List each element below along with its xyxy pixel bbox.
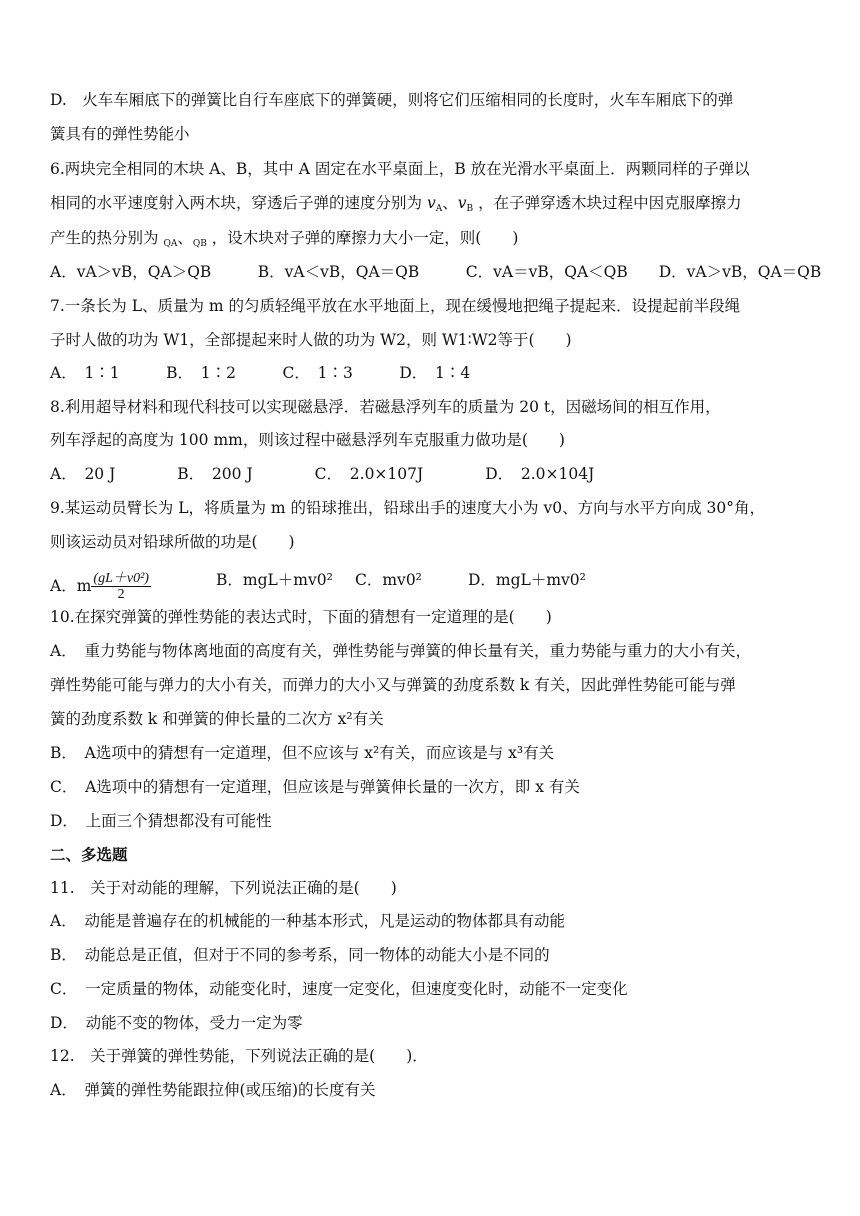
q12-option-a: A． 弹簧的弹性势能跟拉伸(或压缩)的长度有关 — [50, 1081, 376, 1099]
q9-option-a-fraction — [91, 572, 151, 602]
q9-option-d: D．mgL＋mv0² — [468, 571, 586, 589]
q9-option-a-prefix: A．m — [50, 577, 92, 595]
q6-stem-line3 — [50, 228, 830, 254]
q8-options: A． 20 J B． 200 J C． 2.0×107J D． 2.0×104J — [50, 465, 595, 483]
q9-option-c: C．mv0² — [355, 571, 422, 589]
q5-option-d-line2: 簧具有的弹性势能小 — [50, 125, 190, 143]
q7-stem-line2: 子时人做的功为 W1，全部提起来时人做的功为 W2，则 W1∶W2等于( ) — [50, 331, 572, 349]
q9-option-a-numerator: (gL＋v0²) — [93, 571, 149, 586]
q10-option-a-line1: A． 重力势能与物体离地面的高度有关，弹性势能与弹簧的伸长量有关，重力势能与重力的大小有关， — [50, 642, 751, 660]
q8-stem-line2: 列车浮起的高度为 100 mm，则该过程中磁悬浮列车克服重力做功是( ) — [50, 431, 565, 449]
q10-stem: 10.在探究弹簧的弹性势能的表达式时，下面的猜想有一定道理的是( ) — [50, 608, 552, 626]
q11-option-b: B． 动能总是正值，但对于不同的参考系，同一物体的动能大小是不同的 — [50, 946, 550, 964]
q10-option-b: B． A选项中的猜想有一定道理，但不应该与 x²有关，而应该是与 x³有关 — [50, 744, 555, 762]
q6-options: A．vA＞vB，QA＞QB B．vA＜vB，QA＝QB C．vA＝vB，QA＜QB D．vA＞vB，QA＝QB — [50, 263, 822, 281]
q11-option-c: C． 一定质量的物体，动能变化时，速度一定变化，但速度变化时，动能不一定变化 — [50, 980, 628, 998]
q11-option-a: A． 动能是普遍存在的机械能的一种基本形式，凡是运动的物体都具有动能 — [50, 912, 565, 930]
q10-option-d: D． 上面三个猜想都没有可能性 — [50, 812, 272, 830]
q9-stem-line2: 则该运动员对铅球所做的功是( ) — [50, 533, 295, 551]
q10-option-a-line2: 弹性势能可能与弹力的大小有关，而弹力的大小又与弹簧的劲度系数 k 有关，因此弹性势能可能与弹 — [50, 676, 736, 694]
q12-stem: 12. 关于弹簧的弹性势能，下列说法正确的是( )． — [50, 1047, 428, 1065]
q9-options — [50, 562, 830, 602]
q5-option-d-line1: D. 火车车厢底下的弹簧比自行车座底下的弹簧硬，则将它们压缩相同的长度时，火车车厢底下的弹 — [50, 91, 734, 109]
q9-option-b: B．mgL＋mv0² — [216, 571, 333, 589]
q11-option-d: D． 动能不变的物体，受力一定为零 — [50, 1014, 303, 1032]
q6-stem-line2 — [50, 193, 830, 219]
q6-stem-line2-tail: ，在子弹穿透木块过程中因克服摩擦力 — [478, 194, 742, 212]
q10-option-c: C． A选项中的猜想有一定道理，但应该是与弹簧伸长量的一次方，即 x 有关 — [50, 778, 580, 796]
q7-options: A． 1∶1 B． 1∶2 C． 1∶3 D． 1∶4 — [50, 364, 471, 382]
q11-stem: 11. 关于对动能的理解，下列说法正确的是( ) — [50, 879, 397, 897]
q6-stem-line3-text: 产生的热分别为 — [50, 229, 159, 247]
q6-heats: $_{QA}$、$_{QB}$ — [163, 229, 207, 249]
section-heading-multiple-choice: 二、多选题 — [50, 845, 128, 864]
q9-stem-line1: 9.某运动员臂长为 L，将质量为 m 的铅球推出，铅球出手的速度大小为 v0、方向与水平方向成 30°角， — [50, 499, 766, 517]
q6-velocities: $v_A$、$v_B$ — [426, 194, 474, 214]
q8-stem-line1: 8.利用超导材料和现代科技可以实现磁悬浮．若磁悬浮列车的质量为 20 t，因磁场间的相互作用， — [50, 398, 721, 416]
q9-option-a-denominator: 2 — [117, 587, 125, 602]
q10-option-a-line3: 簧的劲度系数 k 和弹簧的伸长量的二次方 x²有关 — [50, 710, 384, 728]
q6-stem-line2-text: 相同的水平速度射入两木块，穿透后子弹的速度分别为 — [50, 194, 423, 212]
q6-stem-line3-tail: ，设木块对子弹的摩擦力大小一定，则( ) — [211, 229, 519, 247]
q7-stem-line1: 7.一条长为 L、质量为 m 的匀质轻绳平放在水平地面上，现在缓慢地把绳子提起来．设提起前半段绳 — [50, 297, 741, 315]
q6-stem-line1: 6.两块完全相同的木块 A、B，其中 A 固定在水平桌面上，B 放在光滑水平桌面上．两颗同样的子弹以 — [50, 160, 750, 178]
q9-option-a — [50, 572, 155, 602]
